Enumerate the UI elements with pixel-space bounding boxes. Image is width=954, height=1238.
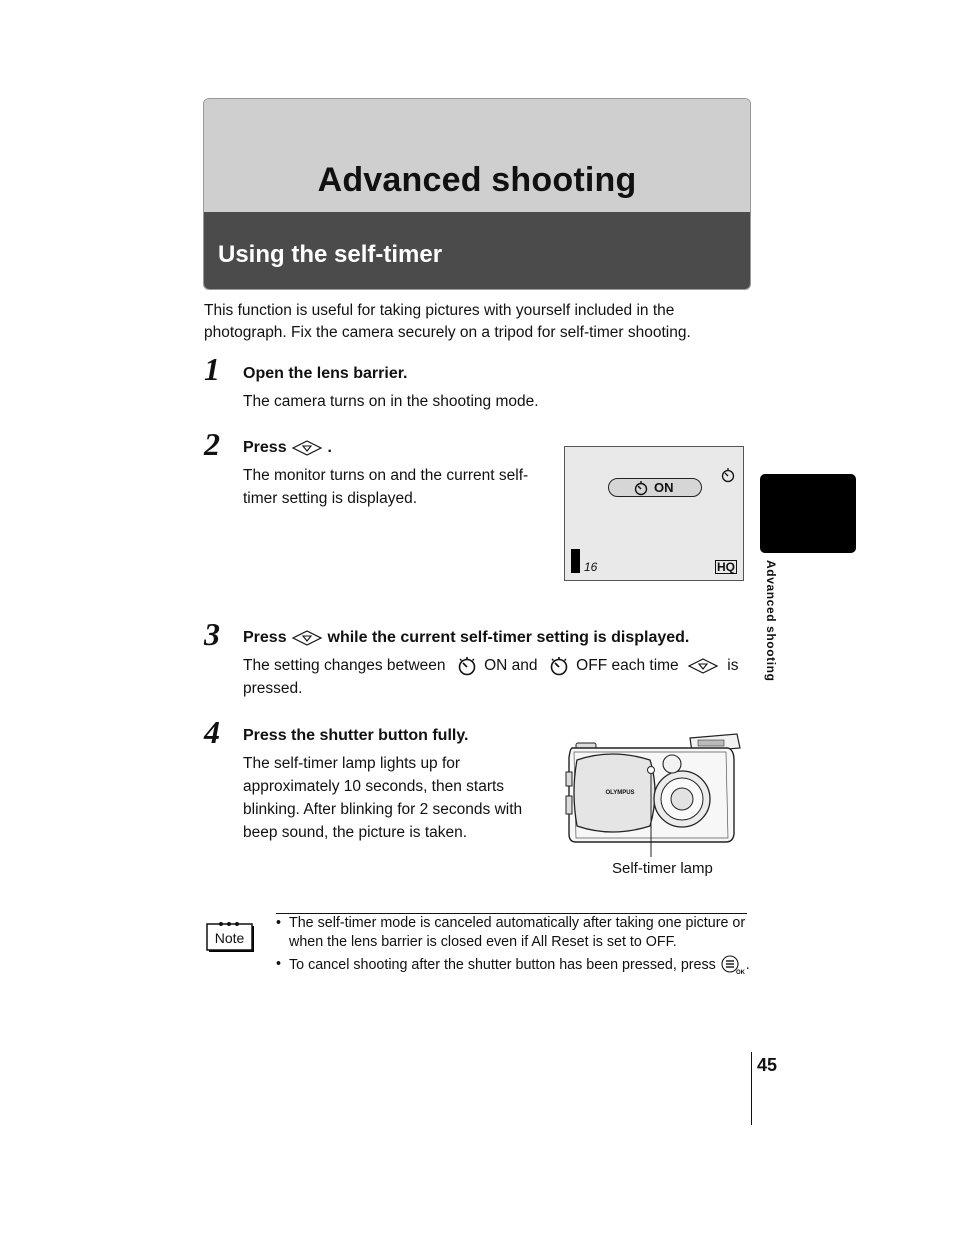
step-3-body-part-4: is pressed. (243, 657, 739, 697)
down-arrow-button-icon (687, 657, 719, 675)
step-3-body-part-1: The setting changes between (243, 657, 446, 674)
section-title: Using the self-timer (218, 241, 443, 268)
step-2-number: 2 (204, 426, 220, 462)
self-timer-lamp-label: Self-timer lamp (612, 860, 713, 877)
note-item-text: To cancel shooting after the shutter button has been pressed, press (289, 957, 716, 973)
chapter-header (203, 98, 751, 290)
note-item-end: . (745, 957, 750, 973)
self-timer-icon (456, 655, 478, 677)
step-2-title-press: Press (243, 439, 287, 457)
chapter-tab (760, 474, 856, 553)
step-3-title-rest: while the current self-timer setting is displayed. (327, 629, 690, 647)
chapter-header-top (204, 99, 750, 212)
note-list (276, 914, 751, 978)
step-3-number: 3 (204, 616, 220, 652)
chapter-tab-label: Advanced shooting (764, 560, 778, 682)
self-timer-icon (633, 480, 649, 496)
note-item (276, 914, 751, 952)
ok-mark: OK (735, 970, 745, 975)
section-header (204, 212, 750, 290)
quality-mode: HQ (717, 560, 735, 574)
menu-ok-button-icon (720, 955, 746, 975)
note-item (276, 955, 751, 975)
down-arrow-button-icon (291, 629, 323, 647)
step-3-title-press: Press (243, 629, 287, 647)
camera-brand-logo: OLYMPUS (605, 790, 635, 796)
monitor-display (564, 446, 744, 581)
step-4-number: 4 (204, 714, 220, 750)
step-3-body-part-2: ON and (484, 657, 538, 674)
memory-gauge (571, 549, 580, 573)
note-label: Note (214, 930, 245, 946)
step-4-body: The self-timer lamp lights up for approximately 10 seconds, then starts blinking. After blinking for 2 seconds with beep sound, the picture is taken. (243, 755, 523, 841)
note-pad-icon (206, 920, 256, 954)
down-arrow-button-icon (291, 439, 323, 457)
step-3-body-part-3: OFF each time (576, 657, 679, 674)
step-3-title (243, 629, 689, 647)
self-timer-setting-box (608, 478, 702, 497)
page-number: 45 (757, 1055, 778, 1075)
chapter-title: Advanced shooting (317, 161, 637, 199)
self-timer-indicator-icon (720, 467, 736, 483)
note-item-text: The self-timer mode is canceled automatically after taking one picture or when the lens barrier is closed even if All Reset is set to OFF. (289, 915, 746, 950)
step-1-title: Open the lens barrier. (243, 365, 408, 382)
step-2-title (243, 439, 332, 457)
step-3-body (243, 654, 743, 700)
self-timer-icon (548, 655, 570, 677)
page-number-rule (751, 1052, 752, 1125)
camera-illustration (562, 730, 744, 858)
self-timer-on-label: ON (654, 480, 674, 495)
step-1-body: The camera turns on in the shooting mode. (243, 393, 539, 410)
step-2-title-end: . (327, 439, 332, 457)
frames-remaining: 16 (584, 560, 598, 574)
step-4-title: Press the shutter button fully. (243, 727, 469, 744)
step-2-body: The monitor turns on and the current self-timer setting is displayed. (243, 467, 529, 507)
intro-paragraph: This function is useful for taking pictures with yourself included in the photograph. Fix the camera securely on a tripod for self-timer shooting. (204, 302, 691, 341)
step-1-number: 1 (204, 351, 220, 387)
